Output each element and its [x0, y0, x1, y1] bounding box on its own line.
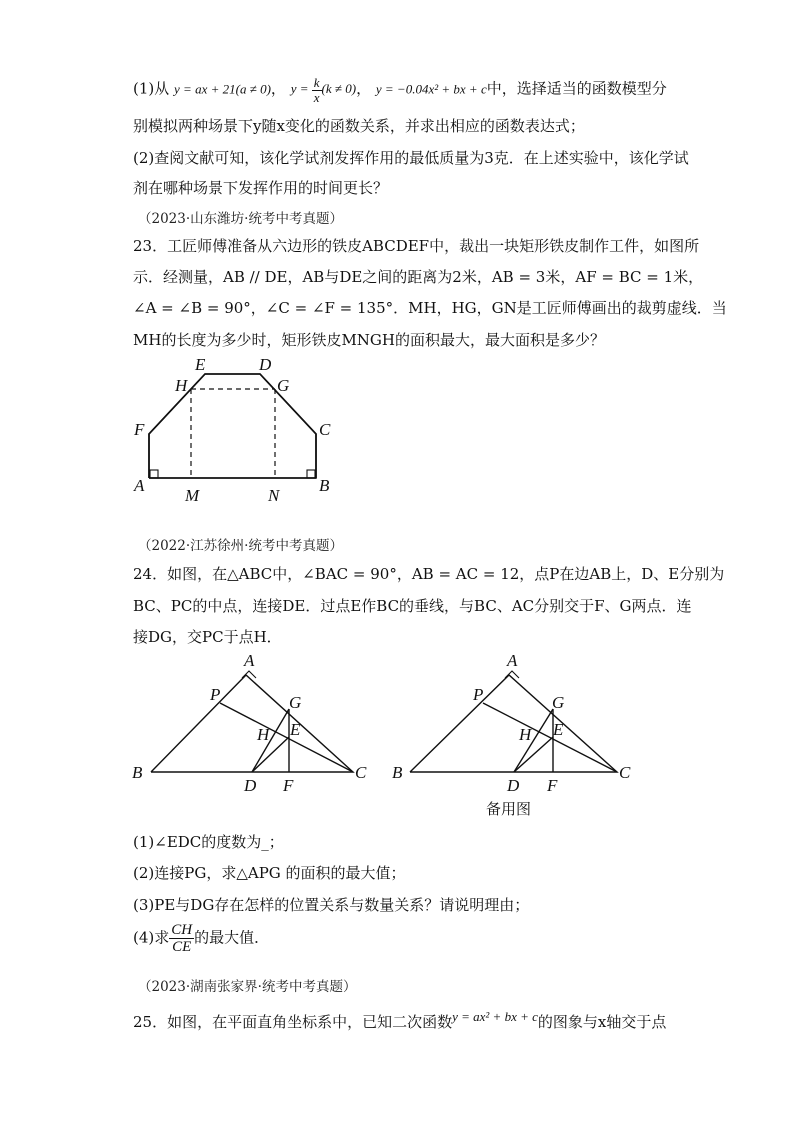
- q24-line1: 24．如图，在△ABC中，∠BAC = 90°，AB = AC = 12，点P在边AB上，D、E分别为: [133, 565, 725, 583]
- fig2-label-f: F: [547, 776, 558, 795]
- q25-line1-suffix: 的图象与x轴交于点: [537, 1013, 667, 1031]
- q22-part1-line1: (1)从 y = ax + 21(a ≠ 0)， y = $\frac{k}{x}$ (k ≠ 0)， y = −0.04x² + bx + c中，选择适当的函数模型分: [133, 75, 667, 105]
- fig2-label-e: E: [553, 720, 564, 739]
- fig1-label-e: E: [290, 720, 301, 739]
- q22-part2-line2: 剂在哪种场景下发挥作用的时间更长？: [133, 179, 389, 197]
- ratio-numerator: CH: [171, 922, 193, 938]
- triangle-abc: [151, 675, 353, 772]
- fig1-label-h: H: [257, 725, 270, 744]
- q24-subq3: (3)PE与DG存在怎样的位置关系与数量关系？请说明理由；: [133, 896, 530, 914]
- q24-line2: BC、PC的中点，连接DE．过点E作BC的垂线，与BC、AC分别交于F、G两点．连: [133, 597, 692, 615]
- model-inverse-num: k: [313, 75, 320, 90]
- q24-backup-figure: [410, 671, 617, 772]
- label-n: N: [268, 486, 280, 505]
- label-g: G: [277, 376, 290, 395]
- q23-line3: ∠A = ∠B = 90°，∠C = ∠F = 135°．MH，HG，GN是工匠师傅画出的裁剪虚线．当: [133, 299, 727, 317]
- label-c: C: [319, 420, 331, 439]
- q23-source: （2023·山东潍坊·统考中考真题）: [138, 211, 343, 227]
- q22-p1-suffix: 中，选择适当的函数模型分: [486, 79, 667, 98]
- fig1-label-c: C: [355, 763, 367, 782]
- model-linear: y = ax + 21(a ≠ 0): [174, 81, 271, 97]
- label-m: M: [185, 486, 200, 505]
- q23-line1: 23．工匠师傅准备从六边形的铁皮ABCDEF中，裁出一块矩形铁皮制作工件，如图所: [133, 237, 700, 255]
- q24-subq4-prefix: (4)求: [133, 928, 170, 947]
- q25-line1-prefix: 25．如图，在平面直角坐标系中，已知二次函数: [133, 1013, 453, 1031]
- fig1-label-g: G: [289, 693, 302, 712]
- fig1-label-a: A: [244, 651, 255, 670]
- fig2-label-a: A: [507, 651, 518, 670]
- q24-subq2: (2)连接PG，求△APG 的面积的最大值；: [133, 864, 406, 882]
- fig2-label-c: C: [619, 763, 631, 782]
- backup-figure-caption: 备用图: [486, 800, 532, 818]
- fig2-label-b: B: [392, 763, 403, 782]
- quadratic-formula: y = ax² + bx + c: [452, 1009, 538, 1024]
- fig2-label-h: H: [519, 725, 532, 744]
- q23-line4: MH的长度为多少时，矩形铁皮MNGH的面积最大，最大面积是多少？: [133, 331, 605, 349]
- q22-p1-prefix: (1)从: [133, 79, 170, 98]
- fig1-label-p: P: [210, 685, 221, 704]
- q23-line2: 示．经测量，AB // DE，AB与DE之间的距离为2米，AB = 3米，AF = BC = 1米，: [133, 268, 704, 286]
- q24-main-figure: [151, 671, 353, 772]
- model-inverse-den: x: [313, 90, 320, 105]
- label-a: A: [134, 476, 145, 495]
- q22-part2-line1: (2)查阅文献可知，该化学试剂发挥作用的最低质量为3克．在上述实验中，该化学试: [133, 149, 689, 167]
- ratio-denominator: CE: [172, 939, 192, 955]
- model-quadratic: y = −0.04x² + bx + c: [375, 81, 487, 97]
- q24-subq4: [133, 922, 269, 955]
- q24-subq1: (1)∠EDC的度数为_；: [133, 833, 284, 851]
- model-inverse-lhs: y =: [290, 81, 312, 97]
- fig1-label-d: D: [244, 776, 257, 795]
- fig2-label-p: P: [473, 685, 484, 704]
- q25-line1: [133, 1009, 667, 1033]
- fig2-label-d: D: [507, 776, 520, 795]
- label-b: B: [319, 476, 330, 495]
- q24-line3: 接DG，交PC于点H．: [133, 628, 282, 646]
- label-f: F: [134, 420, 145, 439]
- q24-subq4-suffix: 的最大值．: [194, 928, 270, 947]
- fig1-label-f: F: [283, 776, 294, 795]
- label-d: D: [259, 355, 272, 374]
- fig1-label-b: B: [132, 763, 143, 782]
- backup-triangle-abc: [410, 675, 617, 772]
- q24-source: （2022·江苏徐州·统考中考真题）: [138, 538, 343, 554]
- label-e: E: [195, 355, 206, 374]
- fig2-label-g: G: [552, 693, 565, 712]
- label-h: H: [175, 376, 188, 395]
- q22-part1-line2: 别模拟两种场景下y随x变化的函数关系，并求出相应的函数表达式；: [133, 117, 585, 135]
- q25-source: （2023·湖南张家界·统考中考真题）: [138, 979, 357, 995]
- model-inverse-cond: (k ≠ 0): [321, 81, 357, 97]
